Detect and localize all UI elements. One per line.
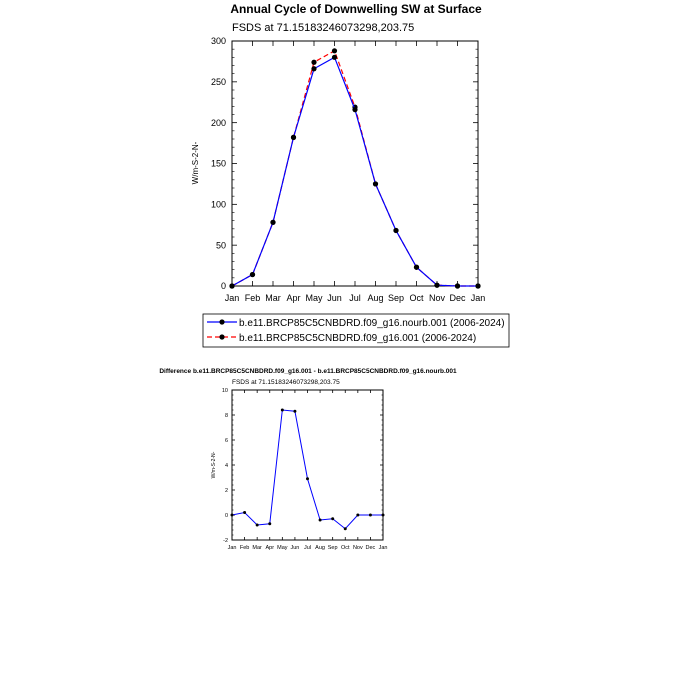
data-point xyxy=(382,514,385,517)
x-tick-label: Dec xyxy=(365,545,376,551)
data-point xyxy=(352,107,357,112)
data-point xyxy=(369,514,372,517)
y-tick-label: 6 xyxy=(224,437,228,444)
x-tick-label: Feb xyxy=(239,545,250,551)
x-tick-label: Apr xyxy=(286,293,301,303)
x-tick-label: Jan xyxy=(470,293,486,303)
y-tick-label: 100 xyxy=(210,199,226,210)
data-point xyxy=(319,519,322,522)
legend-label: b.e11.BRCP85C5CNBDRD.f09_g16.nourb.001 (2006-2024) xyxy=(239,318,505,329)
y-tick-label: 250 xyxy=(210,76,226,87)
x-tick-label: Aug xyxy=(315,545,325,551)
y-tick-label: 200 xyxy=(210,117,226,128)
x-tick-label: Mar xyxy=(252,545,262,551)
chart-subtitle: FSDS at 71.15183246073298,203.75 xyxy=(232,379,340,386)
y-tick-label: 2 xyxy=(224,487,228,494)
plot-frame xyxy=(232,390,383,540)
x-tick-label: Aug xyxy=(367,293,384,303)
chart-title: Difference b.e11.BRCP85C5CNBDRD.f09_g16.001 - b.e11.BRCP85C5CNBDRD.f09_g16.nourb.001 xyxy=(159,368,457,375)
x-tick-label: Nov xyxy=(428,293,446,303)
data-point xyxy=(475,283,480,288)
data-point xyxy=(291,135,296,140)
data-point xyxy=(393,228,398,233)
data-point xyxy=(250,272,255,277)
y-axis-label: W/m-S-2-N- xyxy=(191,141,200,185)
chart-subtitle: FSDS at 71.15183246073298,203.75 xyxy=(232,22,415,34)
x-tick-label: May xyxy=(277,545,288,551)
data-point xyxy=(344,527,347,530)
x-tick-label: Apr xyxy=(265,545,275,551)
y-tick-label: 8 xyxy=(224,412,228,419)
series-line-2 xyxy=(232,51,478,286)
y-tick-label: 0 xyxy=(220,281,226,292)
x-tick-label: Jun xyxy=(327,293,342,303)
x-tick-label: Dec xyxy=(449,293,466,303)
chart-1 xyxy=(191,2,509,347)
x-tick-label: Jun xyxy=(290,545,300,551)
x-tick-label: Nov xyxy=(352,545,363,551)
data-point xyxy=(373,181,378,186)
data-point xyxy=(293,410,296,413)
x-tick-label: Jul xyxy=(349,293,361,303)
x-tick-label: Oct xyxy=(409,293,424,303)
data-point xyxy=(356,514,359,517)
data-point xyxy=(229,283,234,288)
x-tick-label: Sep xyxy=(387,293,405,303)
y-tick-label: 10 xyxy=(221,387,228,394)
x-tick-label: Jul xyxy=(303,545,312,551)
chart-2 xyxy=(159,368,457,551)
x-tick-label: Jan xyxy=(378,545,388,551)
x-tick-label: Sep xyxy=(327,545,338,551)
legend-swatch-marker xyxy=(219,334,224,339)
y-tick-label: 4 xyxy=(224,462,228,469)
data-point xyxy=(281,409,284,412)
series-line-1 xyxy=(232,410,383,529)
data-point xyxy=(306,477,309,480)
chart-title: Annual Cycle of Downwelling SW at Surface xyxy=(230,2,482,16)
y-tick-label: 300 xyxy=(210,36,226,47)
y-tick-label: 0 xyxy=(224,512,228,519)
x-tick-label: Jan xyxy=(224,293,240,303)
data-point xyxy=(434,283,439,288)
legend-swatch-marker xyxy=(219,319,224,324)
data-point xyxy=(243,511,246,514)
data-point xyxy=(331,517,334,520)
data-point xyxy=(455,283,460,288)
data-point xyxy=(256,524,259,527)
data-point xyxy=(311,60,316,65)
x-tick-label: Mar xyxy=(265,293,281,303)
legend-label: b.e11.BRCP85C5CNBDRD.f09_g16.001 (2006-2024) xyxy=(239,333,477,344)
data-point xyxy=(268,522,271,525)
x-tick-label: Oct xyxy=(340,545,350,551)
x-tick-label: Feb xyxy=(244,293,261,303)
data-point xyxy=(332,48,337,53)
data-point xyxy=(311,66,316,71)
x-tick-label: Jan xyxy=(227,545,237,551)
y-tick-label: 150 xyxy=(210,158,226,169)
series-line-1 xyxy=(232,57,478,286)
data-point xyxy=(332,55,337,60)
y-axis-label: W/m-S-2-N- xyxy=(211,451,217,479)
data-point xyxy=(231,514,234,517)
y-tick-label: -2 xyxy=(223,537,228,544)
plot-frame xyxy=(232,41,478,286)
y-tick-label: 50 xyxy=(215,240,226,251)
data-point xyxy=(414,265,419,270)
data-point xyxy=(270,220,275,225)
legend xyxy=(203,314,509,347)
x-tick-label: May xyxy=(305,293,323,303)
